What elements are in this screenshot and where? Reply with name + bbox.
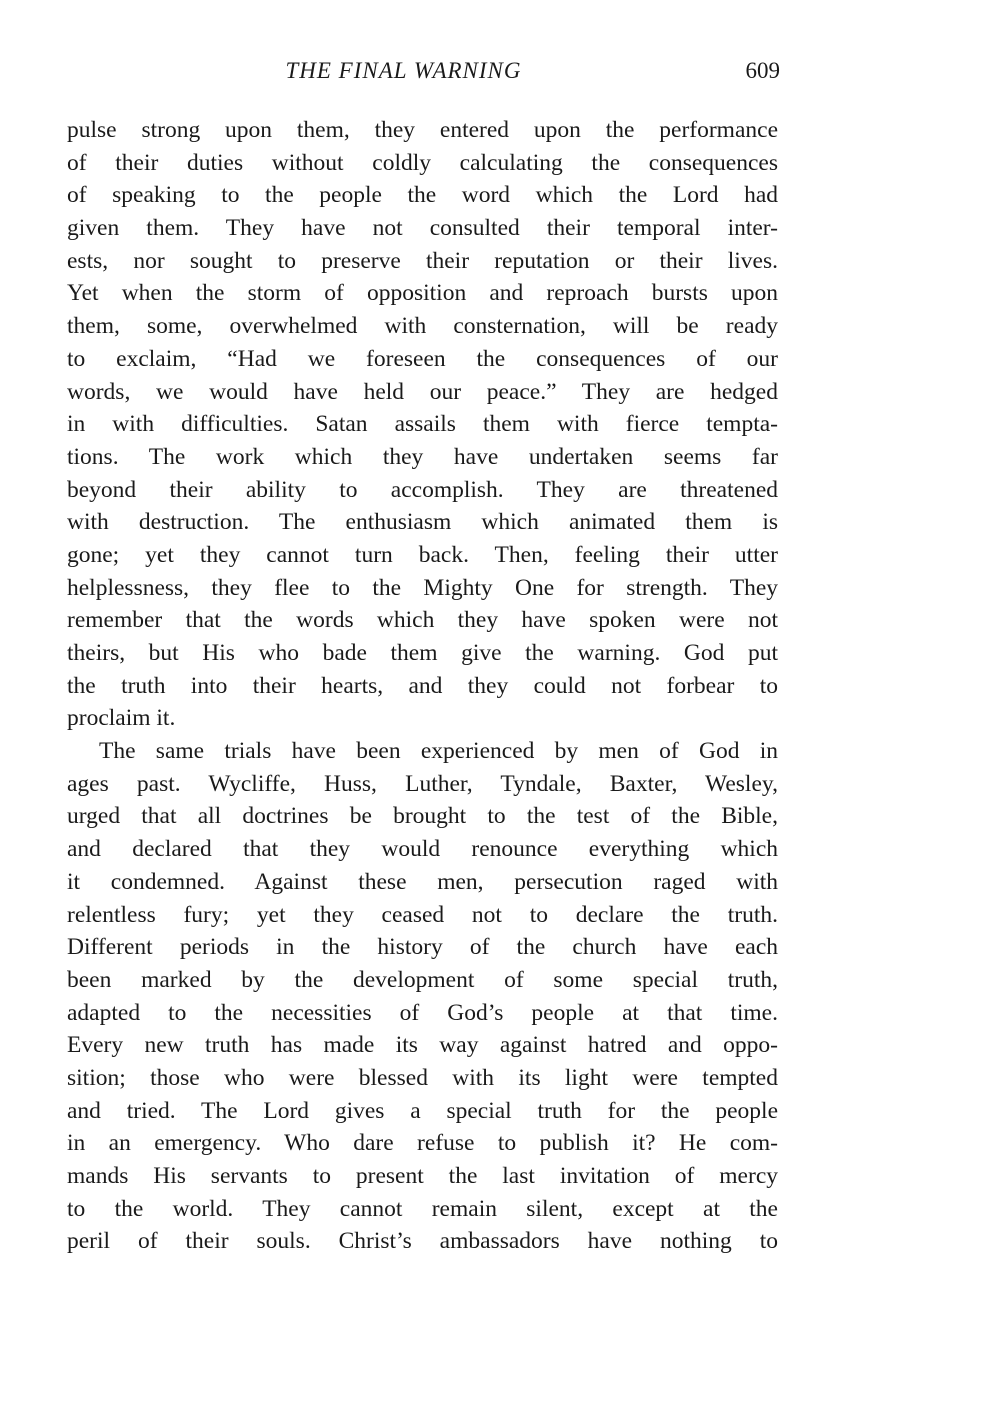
text-line: relentless fury; yet they ceased not to declare the truth. — [67, 901, 778, 928]
text-line: it condemned. Against these men, persecution raged with — [67, 868, 778, 895]
paragraph — [67, 735, 778, 1258]
text-line: and tried. The Lord gives a special truth for the people — [67, 1097, 778, 1124]
text-line: with destruction. The enthusiasm which animated them is — [67, 509, 778, 536]
text-line: in with difficulties. Satan assails them with fierce tempta- — [67, 411, 778, 438]
text-line: pulse strong upon them, they entered upon the performance — [67, 117, 778, 143]
text-line: The same trials have been experienced by men of God in — [99, 738, 778, 765]
text-line: adapted to the necessities of God’s people at that time. — [67, 999, 778, 1026]
text-line: of speaking to the people the word which the Lord had — [67, 182, 778, 209]
text-line: remember that the words which they have spoken were not — [67, 607, 778, 634]
text-line: ages past. Wycliffe, Huss, Luther, Tyndale, Baxter, Wesley, — [67, 770, 778, 797]
text-line: them, some, overwhelmed with consternation, will be ready — [67, 313, 778, 340]
text-line: urged that all doctrines be brought to the test of the Bible, — [67, 803, 778, 830]
text-line: given them. They have not consulted their temporal inter- — [67, 215, 778, 242]
text-line: gone; yet they cannot turn back. Then, feeling their utter — [67, 541, 778, 568]
text-line: in an emergency. Who dare refuse to publish it? He com- — [67, 1130, 778, 1157]
body-text — [67, 114, 778, 1258]
text-line: proclaim it. — [67, 705, 176, 732]
text-line: helplessness, they flee to the Mighty One for strength. They — [67, 574, 778, 601]
text-line: and declared that they would renounce everything which — [67, 836, 778, 863]
text-line: ests, nor sought to preserve their reputation or their lives. — [67, 247, 778, 274]
text-line: Every new truth has made its way against hatred and oppo- — [67, 1032, 778, 1059]
text-line: been marked by the development of some special truth, — [67, 966, 778, 993]
running-title: THE FINAL WARNING — [285, 58, 522, 83]
page-number: 609 — [745, 58, 780, 83]
paragraph — [67, 114, 778, 735]
text-line: words, we would have held our peace.” They are hedged — [67, 378, 778, 405]
text-line: theirs, but His who bade them give the warning. God put — [67, 640, 778, 666]
text-line: sition; those who were blessed with its light were tempted — [67, 1064, 778, 1091]
text-line: peril of their souls. Christ’s ambassadors have nothing to — [67, 1228, 778, 1255]
text-line: mands His servants to present the last invitation of mercy — [67, 1163, 778, 1189]
page-header — [67, 58, 780, 92]
text-line: to the world. They cannot remain silent, except at the — [67, 1195, 778, 1222]
text-line: of their duties without coldly calculating the consequences — [67, 149, 778, 176]
text-line: tions. The work which they have undertaken seems far — [67, 443, 778, 470]
text-line: beyond their ability to accomplish. They are threatened — [67, 476, 778, 503]
text-line: Different periods in the history of the church have each — [67, 934, 778, 961]
text-line: Yet when the storm of opposition and reproach bursts upon — [67, 280, 778, 307]
text-line: to exclaim, “Had we foreseen the consequences of our — [67, 345, 778, 372]
text-line: the truth into their hearts, and they could not forbear to — [67, 672, 778, 699]
